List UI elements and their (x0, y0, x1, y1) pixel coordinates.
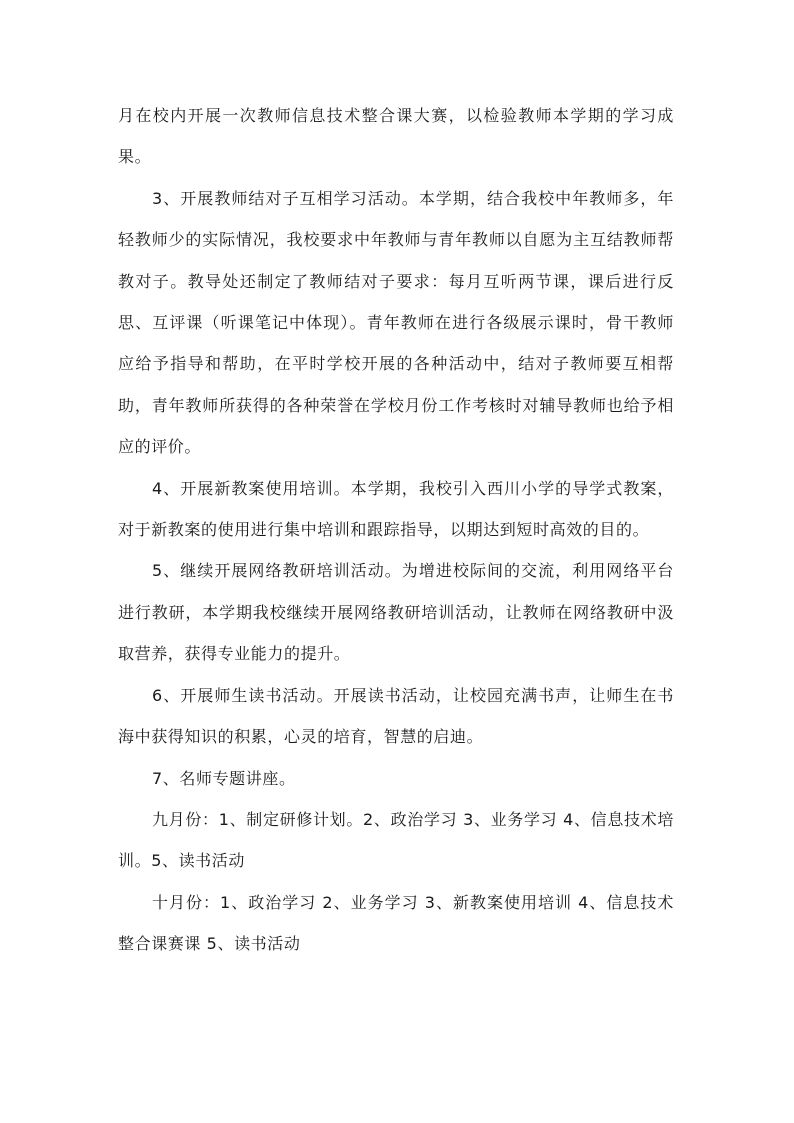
document-body (118, 95, 674, 965)
paragraph-item-4: 4、开展新教案使用培训。本学期，我校引入西川小学的导学式教案，对于新教案的使用进行集中培训和跟踪指导，以期达到短时高效的目的。 (118, 478, 674, 540)
paragraph-september: 九月份：1、制定研修计划。2、政治学习 3、业务学习 4、信息技术培训。5、读书活动 (118, 809, 674, 871)
paragraph-october: 十月份：1、政治学习 2、业务学习 3、新教案使用培训 4、信息技术整合课赛课 5、读书活动 (118, 892, 674, 954)
paragraph-item-3: 3、开展教师结对子互相学习活动。本学期，结合我校中年教师多，年轻教师少的实际情况，我校要求中年教师与青年教师以自愿为主互结教师帮教对子。教导处还制定了教师结对子要求：每月互听两节课，课后进行反思、互评课（听课笔记中体现）。青年教师在进行各级展示课时，骨干教师应给予指导和帮助，在平时学校开展的各种活动中，结对子教师要互相帮助，青年教师所获得的各种荣誉在学校月份工作考核时对辅导教师也给予相应的评价。 (118, 188, 674, 457)
paragraph-item-6: 6、开展师生读书活动。开展读书活动，让校园充满书声，让师生在书海中获得知识的积累，心灵的培育，智慧的启迪。 (118, 685, 674, 747)
paragraph-item-7: 7、名师专题讲座。 (152, 768, 296, 788)
paragraph-item-5: 5、继续开展网络教研培训活动。为增进校际间的交流，利用网络平台进行教研，本学期我校继续开展网络教研培训活动，让教师在网络教研中汲取营养，获得专业能力的提升。 (118, 561, 674, 664)
paragraph-continuation: 月在校内开展一次教师信息技术整合课大赛，以检验教师本学期的学习成果。 (118, 106, 674, 167)
